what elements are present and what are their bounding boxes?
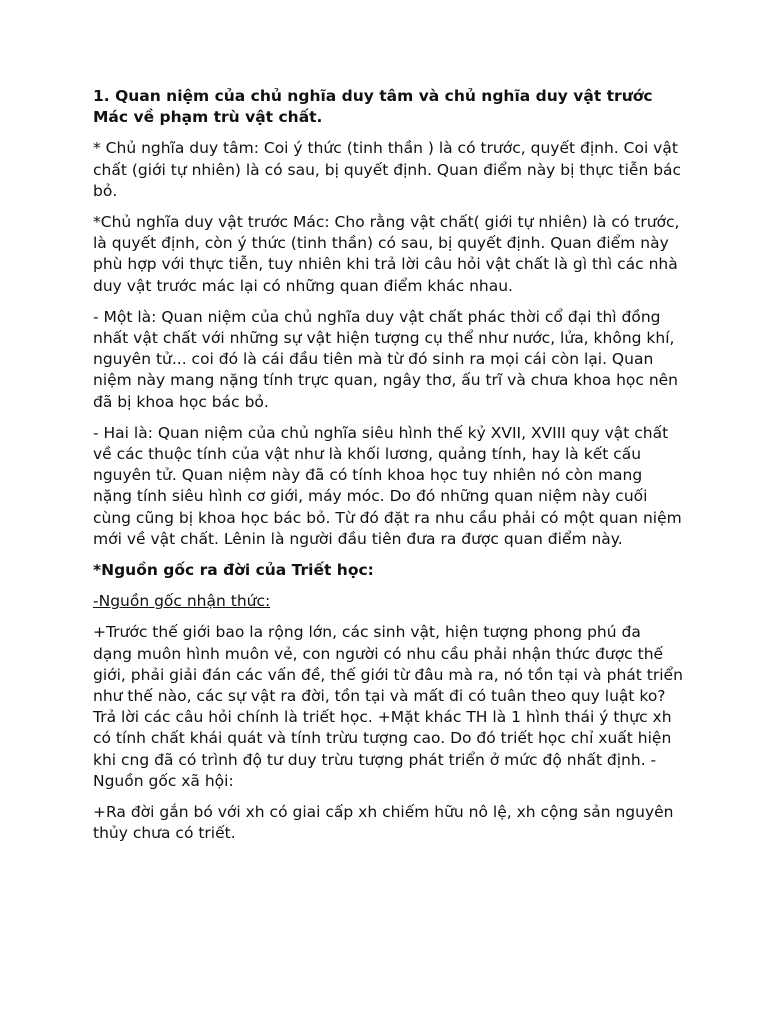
paragraph-first-view: - Một là: Quan niệm của chủ nghĩa duy vật chất phác thời cổ đại thì đồng nhất vật chất với những sự vật hiện tượng cụ thể như nước, lửa, không khí, nguyên tử... coi đó là cái đầu tiên mà từ đó sinh ra mọi cái còn lại. Quan niệm này mang nặng tính trực quan, ngây thơ, ấu trĩ và chưa khoa học nên đã bị khoa học bác bỏ. <box>93 307 679 411</box>
section-heading-philosophy-origin: *Nguồn gốc ra đời của Triết học: <box>93 561 374 580</box>
section-heading-matter-concepts: 1. Quan niệm của chủ nghĩa duy tâm và chủ nghĩa duy vật trước Mác về phạm trù vật chất. <box>93 87 653 127</box>
paragraph-social-origin: +Ra đời gắn bó với xh có giai cấp xh chiếm hữu nô lệ, xh cộng sản nguyên thủy chưa có triết. <box>93 803 674 843</box>
paragraph-cognitive-origin: +Trước thế giới bao la rộng lớn, các sinh vật, hiện tượng phong phú đa dạng muôn hình muôn vẻ, con người có nhu cầu phải nhận thức được thế giới, phải giải đán các vấn đề, thế giới từ đâu mà ra, nó tồn tại và phát triển như thế nào, các sự vật ra đời, tồn tại và mất đi có tuân theo quy luật ko? Trả lời các câu hỏi chính là triết học. +Mặt khác TH là 1 hình thái ý thực xh có tính chất khái quát và tính trừu tượng cao. Do đó triết học chỉ xuất hiện khi cng đã có trình độ tư duy trừu tượng phát triển ở mức độ nhất định. -Nguồn gốc xã hội: <box>93 623 683 790</box>
paragraph-idealism: * Chủ nghĩa duy tâm: Coi ý thức (tinh thần ) là có trước, quyết định. Coi vật chất (giới tự nhiên) là có sau, bị quyết định. Quan điểm này bị thực tiễn bác bỏ. <box>93 139 682 200</box>
document-page <box>93 86 683 855</box>
subheading-cognitive-origin: -Nguồn gốc nhận thức: <box>93 592 271 611</box>
paragraph-pre-marx-materialism: *Chủ nghĩa duy vật trước Mác: Cho rằng vật chất( giới tự nhiên) là có trước, là quyết định, còn ý thức (tinh thần) có sau, bị quyết định. Quan điểm này phù hợp với thực tiễn, tuy nhiên khi trả lời câu hỏi vật chất là gì thì các nhà duy vật trước mác lại có những quan điểm khác nhau. <box>93 213 680 295</box>
paragraph-second-view: - Hai là: Quan niệm của chủ nghĩa siêu hình thế kỷ XVII, XVIII quy vật chất về các thuộc tính của vật như là khối lương, quảng tính, hay là kết cấu nguyên tử. Quan niệm này đã có tính khoa học tuy nhiên nó còn mang nặng tính siêu hình cơ giới, máy móc. Do đó những quan niệm này cuối cùng cũng bị khoa học bác bỏ. Từ đó đặt ra nhu cầu phải có một quan niệm mới về vật chất. Lênin là người đầu tiên đưa ra được quan điểm này. <box>93 423 682 548</box>
